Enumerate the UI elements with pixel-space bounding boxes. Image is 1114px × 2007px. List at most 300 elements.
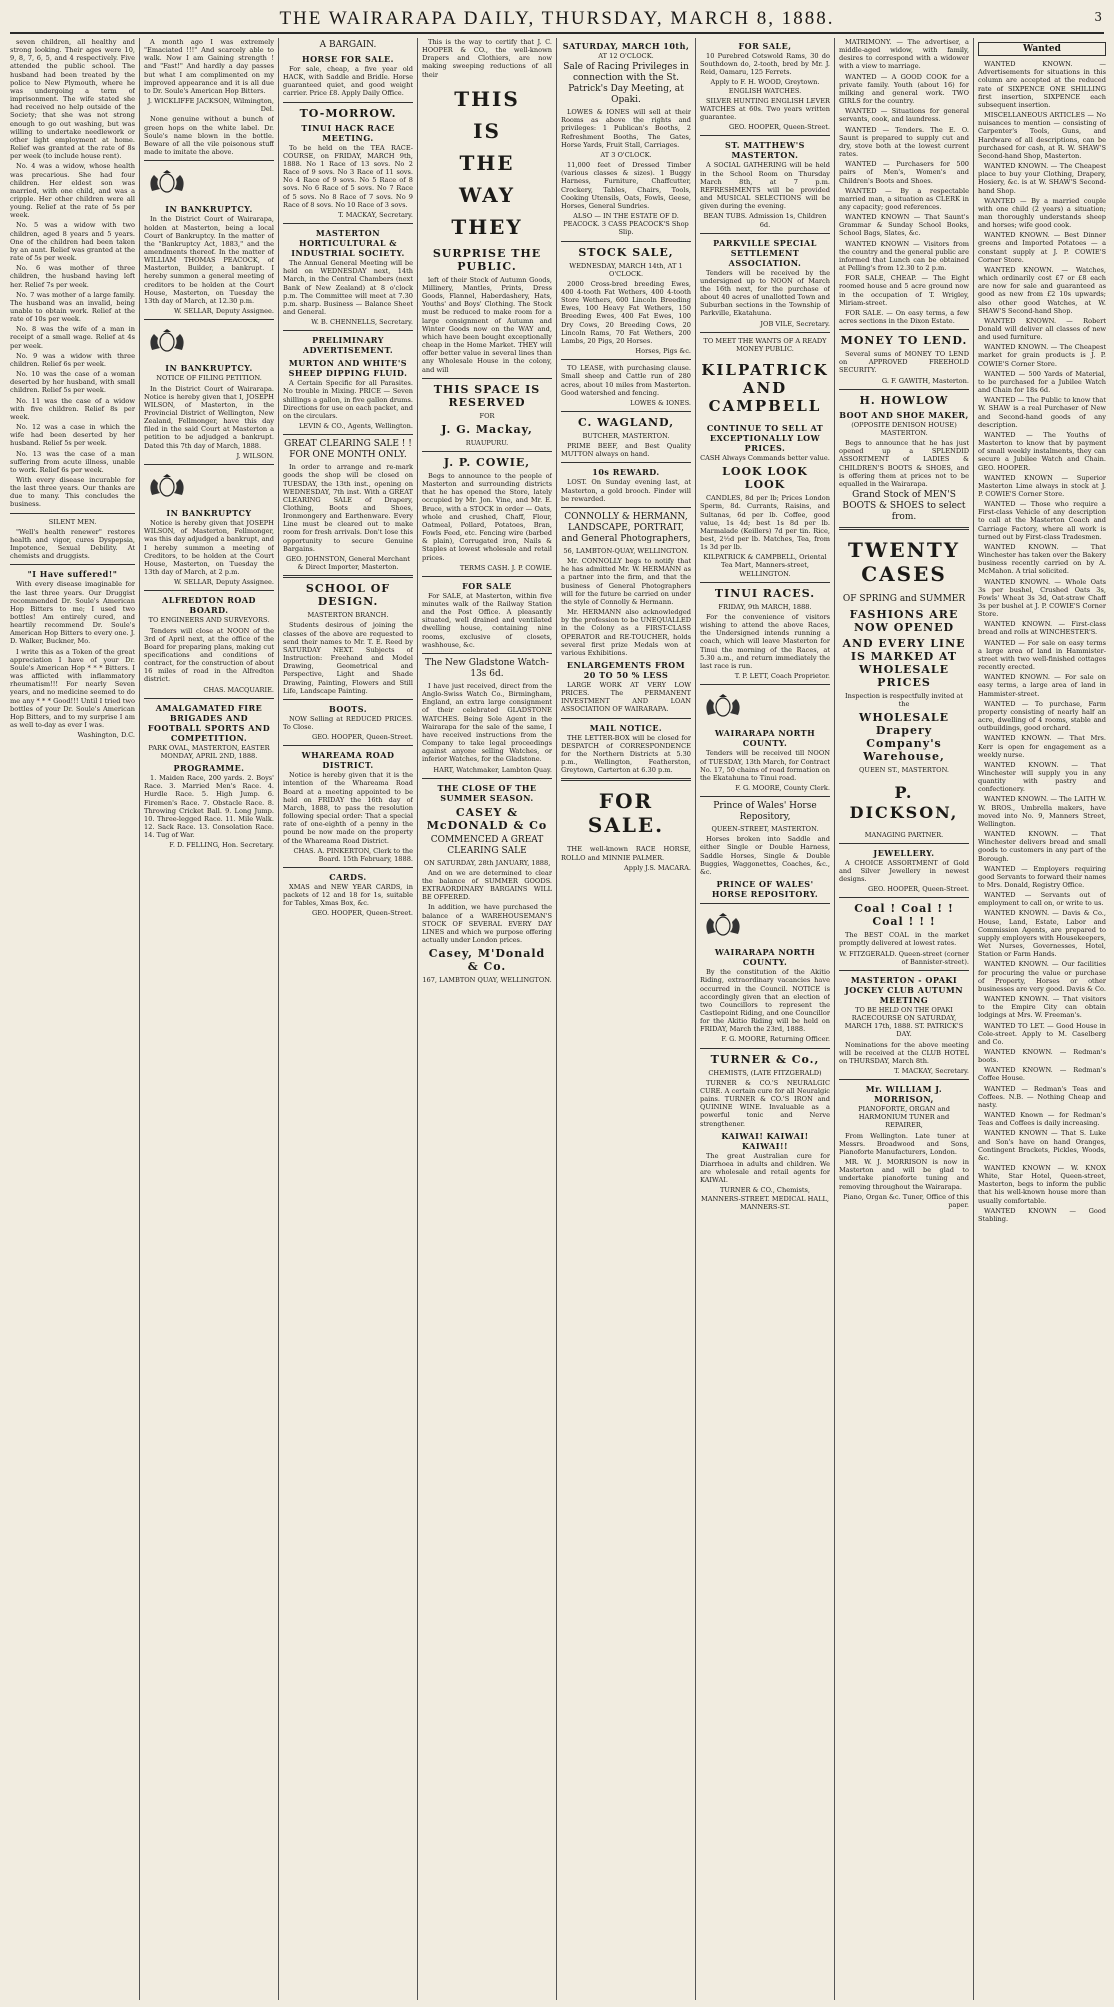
advert-text: Nominations for the above meeting will be received at the CLUB HOTEL on THURSDAY, March 8th. [839,1040,969,1065]
article-text: With every disease incurable for the last three years. Our thanks are due to many. This concludes the business. [10,475,135,509]
advert-signature: F. G. MOORE, County Clerk. [735,783,830,792]
advert-signature: W. FITZGERALD. Queen-street (corner of Bannister-street). [839,949,969,966]
classified-text: WANTED KNOWN — Good Stabling. [978,1206,1106,1223]
classified-text: MISCELLANEOUS ARTICLES — No nuisances to mention — consisting of Carpenter's Tools, Guns, and Hardware of all descriptions, can be purchased for cash, at R. W. SHAW'S Second-hand Shop, Masterton. [978,111,1106,160]
classified-text: WANTED — Tenders. The E. O. Saunt is prepared to supply cut and dry, stove both at the lowest current rates. [839,125,969,159]
advert-signature: F. G. MOORE, Returning Officer. [721,1035,830,1044]
advert-heading: THE CLOSE OF THE SUMMER SEASON. [437,782,537,803]
advert-text: Horses broken into Saddle and either Single or Double Harness, Saddle Horses, Single & Double Buggies, Waggonettes, Coaches, &c., &c. [700,835,830,876]
advert-text: By the constitution of the Akitio Riding, extraordinary vacancies have occurred in the Council. NOTICE is accordingly given that an election of two Councillors to represent the Castlepoint Riding, and one Councillor for the Akitio Riding will be held on FRIDAY, March the 23rd, 1888. [700,968,830,1034]
advert-heading: TINUI HACK RACE MEETING. [301,122,395,143]
advert-subheading: 56, LAMBTON-QUAY, WELLINGTON. [563,546,689,555]
divider [700,903,830,904]
advert-text: "Well's health renewer" restores health and vigor, cures Dyspepsia, Impotence, Sexual Debility. At chemists and druggists. [10,527,135,561]
advert-signature: Apply to F. H. WOOD, Greytown. ENGLISH WATCHES. [710,78,820,95]
divider [561,462,691,463]
divider [839,970,969,971]
advert-heading: THIS SPACE IS RESERVED [433,382,541,409]
advert-text: Mr. CONNOLLY begs to notify that he has admitted Mr. W. HERMANN as a partner into the firm, and that the business of General Photographers will for the future be carried on under the style of Connolly & Hermann. [561,557,691,606]
divider [700,582,830,583]
divider [144,160,274,161]
classified-text: WANTED — By a married couple with one child (2 years) a situation; man thoroughly understands sheep and horses; wife good cook. [978,196,1106,230]
advert-text: To be held on the TEA RACE-COURSE, on FRIDAY, MARCH 9th, 1888. No 1 Race of 13 sovs. No 2 Race of 9 sovs. No 3 Race of 11 sovs. No 4 Race of 9 sovs. No 5 Race of 8 sovs. No 6 Race of 5 sovs. No 7 Race of 5 sovs. No 8 Race of 7 sovs. No 9 Race of 8 sovs. No 10 Race of 3 sovs. [283,143,413,209]
classified-text: WANTED KNOWN — That S. Luke and Son's have on hand Oranges, Contingent Brackets, Pickles, Woods, &c. [978,1129,1106,1162]
divider [561,778,691,781]
advert-heading: ENLARGEMENTS FROM 20 TO 50 % LESS [566,659,686,680]
advert-signature: G. F. GAWITH, Masterton. [881,376,969,385]
advert-heading: BOOTS. [328,703,368,714]
classified-text: WANTED KNOWN. — That Winchester delivers bread and small goods to customers in any part of the Borough. [978,830,1106,863]
divider [422,378,552,379]
column-rule [973,38,974,2000]
advert-heading: ST. MATTHEW'S MASTERTON. [725,140,805,161]
advert-text: I write this as a Token of the great appreciation I have of your Dr. Soule's American Hop * * * Bitters. I was afflicted with inflammatory rheumatism!!! For nearly Seven years, and no medicine seemed to do me any * * * Good!!! Until I tried two bottles of your Dr. Soule's American Hop Bitters, and to my surprise I am as well to-day as ever I was. [10,647,135,730]
programme-heading: PROGRAMME. [173,763,245,774]
advert-signature: LOWES & IONES. [630,398,691,407]
advert-heading: FOR SALE. [587,789,665,838]
classified-text: WANTED — Purchasers for 500 pairs of Men's, Women's and Children's Boots and Shoes. [839,160,969,185]
divider [422,451,552,452]
advert-signature: BEAN TUBS. Admission 1s, Children 6d. [703,212,827,229]
classified-text: WANTED KNOWN. — Davis & Co., House, Land, Estate, Labor and Commission Agents, are prepared to supply employers with Housekeepers, Wet Nurses, Governesses, Hotel, Station or Farm Hands. [978,909,1106,959]
advert-text: Begs to announce that he has just opened up a SPLENDID ASSORTMENT of LADIES & CHILDREN'S BOOTS & SHOES, and is offering them at prices not to be equalled in the Wairarapa. [839,439,969,488]
advert-signature: CHAS. A. PINKERTON, Clerk to the Board. 15th February, 1888. [293,846,413,863]
advert-subheading: MASTERTON BRANCH. [307,611,389,620]
advert-heading: Mr. WILLIAM J. MORRISON, [865,1084,943,1105]
divider [700,135,830,136]
divider [839,389,969,390]
advert-heading: TURNER & Co., [710,1052,820,1066]
classified-text: WANTED KNOWN. — First-class bread and rolls at WINCHESTER'S. [978,620,1106,637]
column-rule [417,38,418,2000]
advert-text: In order to arrange and re-mark goods the shop will be closed on TUESDAY, the 13th inst., opening on WEDNESDAY, 7th inst. With a GREAT CLEARING SALE of Drapery, Clothing, Boots and Shoes, Ironmongery and Earthenware. Every Line must be cleared out to make room for fresh arrivals. Don't lose this opportunity to secure Genuine Bargains. [283,463,413,553]
classified-text: WANTED — The Youths of Masterton to know that by payment of small weekly instalments, they can secure a Jubilee Watch and Chain. GEO. HOOPER. [978,430,1106,472]
display-word: IS [473,118,501,143]
advert-subheading: TO MEET THE WANTS OF A READY MONEY PUBLIC. [703,336,827,353]
advert-heading: C. WAGLAND, [577,416,675,429]
notice-signature: J. WILSON. [236,451,274,460]
advert-subheading: QUEEN ST., MASTERTON. [858,766,950,775]
notice-subheading: PARK OVAL, MASTERTON, EASTER MONDAY, APRIL 2ND, 1888. [148,743,270,760]
advert-signature: KILPATRICK & CAMPBELL, Oriental Tea Mart, Manners-street, WELLINGTON. [703,553,827,578]
notice-signature: W. SELLAR, Deputy Assignee. [174,578,274,587]
advert-heading: "I Have suffered!" [27,569,118,580]
classified-text: FOR SALE. — On easy terms, a few acres sections in the Dixon Estate. [839,308,969,325]
advert-signature: TURNER & CO., Chemists, MANNERS-STREET. MEDICAL HALL, MANNERS-ST. [700,1186,830,1211]
divider [700,684,830,685]
classified-text: WANTED — Servants out of employment to call on, or write to us. [978,891,1106,908]
classified-text: WANTED KNOWN. — Advertisements for situations in this column are accepted at the reduced rate of SIXPENCE ONE SHILLING first insertion, SIXPENCE each subsequent insertion. [978,60,1106,109]
article-text: No. 7 was mother of a large family. The husband was an invalid, being unable to obtain work. Relief at the rate of 10s per week. [10,290,135,324]
notice-heading: AMALGAMATED FIRE BRIGADES AND FOOTBALL SPORTS AND COMPETITION. [147,702,271,743]
advert-signature: HART, Watchmaker, Lambton Quay. [433,765,552,774]
classified-text: WANTED KNOWN. — The Cheapest market for grain products is J. P. COWIE'S Corner Store. [978,343,1106,368]
advert-subheading: COMMENCED A GREAT CLEARING SALE [430,834,544,856]
advert-subheading: CHEMISTS, (LATE FITZGERALD) [708,1068,822,1077]
divider [283,867,413,868]
divider [700,796,830,797]
classified-text: WANTED KNOWN — W. KNOX White, Star Hotel, Queen-street, Masterton, begs to inform the public that his well-known house more than usually comfortable. [978,1164,1106,1205]
advert-signature: Horses, Pigs &c. [635,347,691,356]
advert-text: Tenders will be received till NOON of TUESDAY, 13th March, for Contract No. 17, 50 chains of road formation on the Ekatahuna to Tinui road. [700,749,830,782]
divider [561,718,691,719]
advert-text: TURNER & CO.'S NEURALGIC CURE. A certain cure for all Neuralgic pains. TURNER & CO.'S IRON and QUININE WINE. Invaluable as a powerful tonic and Nerve strengthener. [700,1078,830,1128]
classified-text: WANTED — A GOOD COOK for a private family. Youth (about 16) for milking and general work. TWO GIRLS for the country. [839,72,969,106]
advert-heading: LOOK LOOK LOOK [722,465,808,492]
royal-crest-icon [144,328,190,354]
advert-subheading: OF SPRING and SUMMER [842,594,966,605]
notice-heading: IN BANKRUPTCY. [165,363,253,374]
advert-text: CASH Always Commands better value. [700,454,830,463]
classified-text: WANTED KNOWN. — That Winchester will supply you in any quantity with pastry and confectionery. [978,760,1106,794]
advert-heading: FASHIONS ARE NOW OPENED [849,608,959,635]
advert-text: From Wellington. Late tuner at Messrs. Broadwood and Sons, Pianoforte Manufacturers, London. [839,1131,969,1156]
royal-crest-icon [700,912,746,938]
classified-text: WANTED — Employers requiring good Servants to forward their names to Mrs. Donald, Registry Office. [978,864,1106,889]
advert-subheading: TO BE HELD ON THE OPAKI RACECOURSE ON SATURDAY, MARCH 17th, 1888. ST. PATRICK'S DAY. [844,1005,964,1039]
advert-heading: Coal ! Coal ! ! Coal ! ! ! [854,902,954,929]
classified-text: WANTED Known — for Redman's Teas and Coffees is daily increasing. [978,1111,1106,1128]
divider [839,843,969,844]
royal-crest-icon [144,473,190,499]
advert-heading: FOR SALE, [738,41,792,51]
advert-signature: Apply J.S. MACARA. [624,863,691,872]
classified-text: WANTED — The Public to know that W. SHAW is a real Purchaser of New and Second-hand goods of any description. [978,396,1106,429]
notice-signature: W. SELLAR, Deputy Assignee. [174,307,274,316]
classified-text: WANTED KNOWN. — The Cheapest place to buy your Clothing, Drapery, Hosiery, &c. is at W. SHAW'S Second-hand Shop. [978,162,1106,195]
advert-text: LOWES & IONES will sell at their Rooms as above the rights and privileges: 1 Publican's Booths, 2 Refreshment Booths, The Gates, Horse Yards, Fruit Stall, Carriages. [561,108,691,149]
advert-text: 2000 Cross-bred breeding Ewes, 400 4-tooth Fat Wethers, 400 4-tooth Store Wethers, 600 Lincoln Breeding Ewes, 100 Heavy Fat Wethers, 150 Breeding Ewes, 400 Fat Ewes, 100 Dry Cows, 20 Breeding Cows, 20 Lincoln Rams, 70 Fat Wethers, 200 Lambs, 20 Pigs, 20 Horses. [561,279,691,345]
advert-signature: LEVIN & CO., Agents, Wellington. [299,422,413,431]
notice-subheading: TO ENGINEERS AND SURVEYORS. [148,616,270,625]
royal-crest-icon [700,693,746,719]
advert-heading: FOR SALE [462,580,512,591]
advert-heading: MAIL NOTICE. [589,722,663,733]
divider [283,223,413,224]
divider [422,653,552,654]
advert-text: This is the way to certify that J. C. HOOPER & CO., the well-known Drapers and Clothiers, are now making sweeping reductions of all their [422,38,552,79]
notice-heading: IN BANKRUPTCY. [165,204,253,215]
advert-heading: CASEY & McDONALD & Co [426,805,548,832]
advert-heading: WAIRARAPA NORTH COUNTY. [714,728,816,749]
divider [561,411,691,412]
classified-text: WANTED KNOWN. — Redman's boots. [978,1047,1106,1065]
article-text: No. 9 was a widow with three children. Relief 6s per week. [10,351,135,368]
advert-heading: JEWELLERY. [873,847,935,858]
advert-text: LARGE WORK AT VERY LOW PRICES. The PERMANENT INVESTMENT AND LOAN ASSOCIATION OF WAIRARAPA. [561,680,691,714]
advert-heading: MONEY TO LEND. [840,334,968,348]
advert-text: And on we are determined to clear the balance of SUMMER GOODS. EXTRAORDINARY BARGAINS WILL BE OFFERED. [422,868,552,902]
advert-signature: JOB VILE, Secretary. [760,319,830,328]
advert-heading: WHAREAMA ROAD DISTRICT. [301,750,395,771]
classified-text: WANTED KNOWN — Superior Masterton Lime always in stock at J. P. COWIE'S Corner Store. [978,473,1106,498]
notice-subheading: NOTICE OF FILING PETITION. [156,374,262,383]
advert-subheading: PIANOFORTE, ORGAN and HARMONIUM TUNER and REPAIRER, [858,1105,950,1130]
advert-heading: CARDS. [329,872,367,882]
royal-crest-icon [144,169,190,195]
programme-text: 1. Maiden Race, 200 yards. 2. Boys' Race. 3. Married Men's Race. 4. Hurdle Race. 5. High Jump. 6. Firemen's Race. 7. Obstacle Race. 8. Throwing Cricket Ball. 9. Long Jump. 10. Three-legged Race. 11. Mile Walk. 12. Sack Race. 13. Consolation Race. 14. Tug of War. [144,774,274,840]
advert-signature: T. P. LETT, Coach Proprietor. [734,672,830,681]
divider [700,332,830,333]
advert-signature: GEO. HOOPER, Queen-Street. [867,885,969,894]
advert-signature: Washington, D.C. [77,731,135,740]
article-text: No. 4 was a widow, whose health was precarious. She had four children. Her eldest son was married, with one child, and was a cripple. Her other children were all young. Relief at the rate of 5s per week. [10,162,135,220]
classified-text: WANTED — Those who require a First-class Vehicle of any description to call at the Masterton Coach and Carriage Factory, where all work is turned out by First-class Tradesmen. [978,500,1106,541]
advert-heading: CONNOLLY & HERMANN, LANDSCAPE, PORTRAIT, and General Photographers, [561,511,691,544]
divider [144,319,274,320]
advert-heading: SILENT MEN. [48,517,97,526]
advert-heading: MASTERTON HORTICULTURAL & INDUSTRIAL SOCIETY. [291,228,405,259]
advert-heading: WHOLESALE Drapery Company's Warehouse, [858,711,950,764]
advert-signature: GEO. JOHNSTON, General Merchant & Direct Importer, Masterton. [286,554,410,572]
masthead-title: THE WAIRARAPA DAILY, THURSDAY, MARCH 8, 1888. [279,8,835,29]
notice-text: In the District Court of Wairarapa. Notice is hereby given that I, JOSEPH WILSON, of Masterton, in the Provincial District of Wellington, New Zealand, Fellmonger, have this day filed in the said Court at Masterton a petition to be adjudged a bankrupt. Dated this 7th day of March, 1888. [144,384,274,450]
advert-heading: H. HOWLOW [859,393,949,407]
advert-text: Mr. HERMANN also acknowledged by the profession to be UNEQUALLED in the Colony as a FIRST-CLASS OPERATOR and RE-TOUCHER, holds several first prize Medals won at various Exhibitions. [561,608,691,657]
advert-heading: PARKVILLE SPECIAL SETTLEMENT ASSOCIATION. [713,237,817,268]
advert-signature: J. WICKLIFFE JACKSON, Wilmington, Del. [147,97,274,114]
masthead [0,0,1114,34]
advert-text: left of their Stock of Autumn Goods, Millinery, Mantles, Prints, Dress Goods, Flannel, Haberdashery, Hats, Youths' and Boys' Clothing. The Stock must be reduced to make room for a large consignment of Autumn and Winter Goods now on the WAY and, which have been bought exceptionally cheap in the Home Market. THEY will offer better value in several lines than any Wholesale House in the colony, and will [422,275,552,374]
advert-heading: Grand Stock of MEN'S BOOTS & SHOES to select from. [842,490,966,523]
divider [144,590,274,591]
notice-signature: F. D. FELLING, Hon. Secretary. [169,841,274,850]
advert-text: A Certain Specific for all Parasites. No trouble in Mixing. PRICE — Seven shillings a gallon, in five gallon drums. Directions for use on each packet, and on the circulars. [283,379,413,420]
divider [839,897,969,898]
advert-heading: The New Gladstone Watch-13s 6d. [425,657,549,679]
divider [283,745,413,746]
advert-subheading: WEDNESDAY, MARCH 14th, AT 1 O'CLOCK. [569,261,683,278]
column-4 [422,38,552,2000]
column-2 [144,38,274,2000]
divider [10,513,135,514]
masthead-rule [10,32,1104,34]
column-7 [839,38,969,2000]
advert-text: For the convenience of visitors wishing to attend the above Races, the Undersigned intends running a coach, which will leave Masterton for Tinui the morning of the Races, at 5.30 a.m., and return immediately the last race is run. [700,612,830,670]
advert-text: A SOCIAL GATHERING will be held in the School Room on Thursday March 8th, at 7 p.m. REFRESHMENTS will be provided and MUSICAL SELECTIONS will be given during the evening. [700,161,830,211]
advert-heading: AND EVERY LINE IS MARKED AT WHOLESALE PRICES [842,637,966,690]
divider [283,102,413,103]
advert-heading: SATURDAY, MARCH 10th, [562,41,690,51]
advert-heading: J. G. Mackay, [441,422,533,436]
notice-heading: IN BANKRUPTCY [166,508,252,519]
article-text: No. 12 was a case in which the wife had been deserted by her husband. Relief 5s per week. [10,423,135,448]
advert-heading: TINUI RACES. [714,586,816,600]
column-5 [561,38,691,2000]
advert-subheading: MANAGING PARTNER. [864,830,944,839]
advert-text: For SALE, at Masterton, within five minutes walk of the Railway Station and the Post Office. A pleasantly situated, well drained and ventilated dwelling house, containing nine rooms, exclusive of closets, washhouse, &c. [422,591,552,649]
advert-heading: MURTON AND WHITE'S SHEEP DIPPING FLUID. [288,358,408,379]
advert-text: ALSO — IN THE ESTATE OF D. PEACOCK. 3 CASS PEACOCK'S Shop Slip. [563,212,689,237]
classified-text: WANTED KNOWN. — The LAITH W. W. BROS., Umbrella makers, have moved into No. 9, Manners Street, Wellington. [978,795,1106,828]
advert-text: SILVER HUNTING ENGLISH LEVER WATCHES at 60s. Two years written guarantee. [700,96,830,122]
advert-text: FOR [479,411,495,420]
divider [144,464,274,465]
advert-text: NOW Selling at REDUCED PRICES. To Close. [283,714,413,731]
section-heading: Wanted [978,42,1106,56]
advert-subheading: CONTINUE TO SELL AT EXCEPTIONALLY LOW PRICES. [706,423,824,454]
advert-subheading: BUTCHER, MASTERTON. [582,432,670,440]
advert-signature: GEO. HOOPER, Queen-Street. [728,123,830,132]
divider [283,434,413,435]
advert-signature: T. MACKAY, Secretary. [894,1067,969,1075]
classified-text: WANTED — Situations for general servants, cook, and laundress. [839,107,969,124]
advert-text: Several sums of MONEY TO LEND on APPROVED FREEHOLD SECURITY. [839,350,969,375]
column-rule [834,38,835,2000]
column-3 [283,38,413,2000]
advert-text: LOST. On Sunday evening last, at Masterton, a gold brooch. Finder will be rewarded. [561,478,691,503]
classified-text: WANTED KNOWN. — Whole Oats 3s per bushel, Crushed Oats 3s, Fowls' Wheat 3s 3d, Oat-straw Chaff 3s per bushel at J. P. COWIE'S Corner Store. [978,577,1106,619]
advert-text: RUAUPURU. [465,438,509,447]
advert-text: A CHOICE ASSORTMENT of Gold and Silver Jewellery in newest designs. [839,858,969,883]
advert-text: Inspection is respectfully invited at the [845,692,963,709]
column-rule [695,38,696,2000]
advert-subheading: (OPPOSITE DENISON HOUSE) MASTERTON. [851,420,957,437]
article-text: seven children, all healthy and strong looking. Their ages were 10, 9, 8, 7, 6, 5, and 4 respectively. Five attended the public school. The husband had been treated by the police to New Plymouth, where he was undergoing a term of imprisonment. The wife stated she had received no help outside of the Society; that she was not strong enough to go out washing, but was willing to undertake needlework or other light employment at home. Relief was granted at the rate of 8s per week (to include house rent). [10,38,135,161]
article-text: No. 8 was the wife of a man in receipt of a small wage. Relief at 4s per week. [10,325,135,350]
column-1 [10,38,135,2000]
advert-heading: TWENTY CASES [847,538,961,587]
advert-subheading: AT 3 O'CLOCK. [600,150,652,159]
advert-subheading: FRIDAY, 9th MARCH, 1888. [718,602,812,611]
classified-text: WANTED KNOWN. — Best Dinner greens and Imported Potatoes — a constant supply at J. P. COWIE'S Corner Store. [978,231,1106,264]
column-6 [700,38,830,2000]
classified-text: WANTED KNOWN. — That Mrs. Kerr is open for engagement as a weekly nurse. [978,734,1106,759]
advert-text: CANDLES, 8d per lb; Prices London Sperm, 8d. Currants, Raisins, and Sultanas, 6d per lb. Coffee, good value, 1s 4d; best 1s 8d per lb. Marmalade (Keillers) 7d per tin. Rice, best, 2½d per lb. Matches, Tea, from 1s 3d per lb. [700,494,830,552]
display-word: THEY [451,214,523,239]
advert-text: XMAS and NEW YEAR CARDS, in packets of 12 and 18 for 1s, suitable for Tables, Xmas Box, &c. [283,883,413,908]
classified-text: WANTED KNOWN. — That Winchester has taken over the Bakery business recently carried on by A. McMahon. A trial solicited. [978,542,1106,576]
advert-heading: WAIRARAPA NORTH COUNTY. [714,947,816,968]
advert-text: 10 Purebred Cotswold Rams, 30 do Southdown do, 2-tooth, bred by Mr. J. Reid, Oamaru, 125 Ferrets. [700,52,830,77]
advert-text: Notice is hereby given that it is the intention of the Whareama Road Board at a meeting appointed to be held on FRIDAY the 16th day of March, 1888, to pass the resolution following special order: That a special rate of one-eighth of a penny in the pound be now made on the property of the Whareama Road District. [283,771,413,845]
divider [144,698,274,699]
advert-text: A month ago I was extremely "Emaciated !!!" And scarcely able to walk. Now I am Gaining strength ! and "Fast!" And hardly a day passes but what I am complimented on my improved appearance and it is all due to Dr. Soule's American Hop Bitters. [144,38,274,95]
advert-signature: PRINCE OF WALES' HORSE REPOSITORY. [711,879,819,900]
advert-text: PRIME BEEF, and Best Quality MUTTON always on hand. [561,442,691,459]
advert-signature: Casey, M'Donald & Co. [428,947,546,974]
advert-heading: GREAT CLEARING SALE ! ! FOR ONE MONTH ONLY. [284,439,412,461]
advert-subheading: QUEEN-STREET, MASTERTON. [711,825,819,834]
display-word: THIS [454,86,520,111]
notice-text: Notice is hereby given that JOSEPH WILSON, of Masterton, Fellmonger, was this day adjudged a bankrupt, and I hereby summon a meeting of Creditors, to be holden at the Court House, Masterton, on Tuesday the 13th day of March, at 2 p.m. [144,519,274,577]
divider [283,330,413,331]
advert-heading: KAIWAI! KAIWAI! KAIWAI!! [721,1130,809,1151]
advert-address: 167, LAMBTON QUAY, WELLINGTON. [422,976,552,985]
page-number: 3 [1094,10,1102,24]
divider [283,575,413,578]
advert-heading: Sale of Racing Privileges in connection with the St. Patrick's Day Meeting, at Opaki. [563,62,689,106]
advert-text: THE well-known RACE HORSE, ROLLO and MINNIE PALMER. [561,845,691,862]
display-word: SURPRISE THE PUBLIC. [432,246,542,273]
advert-text: ON SATURDAY, 28th JANUARY, 1888, [423,858,551,867]
column-8 [978,38,1106,2000]
advert-text: Tenders will be received by the undersigned up to NOON of March the 16th next, for the purchase of about 40 acres of unallotted Town and Suburban sections in the Township of Parkville, Ekatahuna. [700,268,830,318]
advert-signature: TERMS CASH. J. P. COWIE. [459,563,552,572]
advert-heading: TO-MORROW. [299,106,397,120]
divider [422,778,552,779]
advert-text: None genuine without a bunch of green hops on the white label. Dr. Soule's name blown in the bottle. Beware of all the vile poisonous stuff made to imitate the above. [144,115,274,157]
advert-heading: A BARGAIN. [319,40,377,50]
advert-subheading: AT 12 O'CLOCK. [598,52,654,60]
advert-text: Begs to announce to the people of Masterton and surrounding districts that he has opened the Store, lately occupied by Mr. Jon. Vine, and Mr. E. Bruce, with a STOCK in order — Oats, whole and crushed, Chaff, Flour, Oatmeal, Pollard, Potatoes, Bran, Fowls Feed, etc. Fencing wire (barbed & plain), Corrugated iron, Nails & Staples at lowest wholesale and retail prices. [422,471,552,562]
notice-signature: CHAS. MACQUARIE. [203,685,274,694]
classified-text: WANTED KNOWN. — Our facilities for procuring the value or purchase of Property, Horses or other businesses are very good. Davis & Co. [978,960,1106,993]
advert-signature: Piano, Organ &c. Tuner, Office of this paper. [843,1192,969,1209]
classified-text: FOR SALE, CHEAP. — The Eight roomed house and 5 acre ground now in the occupation of T. Wrigley, Miriam-street. [839,274,969,307]
classified-text: WANTED KNOWN. — Redman's Coffee House. [978,1066,1106,1083]
divider [839,1079,969,1080]
column-rule [556,38,557,2000]
advert-text: For sale, cheap, a five year old HACK, with Saddle and Bridle. Horse guaranteed quiet, and good weight carrier. Price £8. Apply Daily Office. [283,65,413,98]
divider [561,241,691,242]
article-text: No. 11 was the case of a widow with five children. Relief 8s per week. [10,396,135,421]
advert-text: MR. W. J. MORRISON is now in Masterton and will be glad to undertake pianoforte tuning and removing throughout the Wairarapa. [839,1158,969,1191]
divider [422,576,552,577]
divider [700,1048,830,1049]
divider [561,359,691,360]
advert-heading: STOCK SALE, [578,245,674,259]
advert-signature: GEO. HOOPER, Queen-Street. [311,909,413,918]
classified-text: WANTED KNOWN — Visitors from the country and the general public are informed that Lunch can be obtained at Pelling's from 12.30 to 2 p.m. [839,239,969,273]
classified-text: WANTED KNOWN. — For sale on easy terms, a large area of land in Hammister-street. [978,673,1106,698]
notice-heading: ALFREDTON ROAD BOARD. [162,595,256,616]
classified-text: WANTED — For sale on easy terms a large area of land in Hammister-street with two well-finished cottages recently erected. [978,638,1106,672]
advert-heading: J. P. COWIE, [443,455,531,469]
advert-signature: GEO. HOOPER, Queen-Street. [311,733,413,742]
display-word: WAY [459,182,515,207]
advert-text: TO LEASE, with purchasing clause. Small sheep and Cattle run of 280 acres, about 10 miles from Masterton. Good watershed and fencing. [561,364,691,397]
article-text: No. 13 was the case of a man suffering from acute illness, unable to work. Relief 6s per week. [10,449,135,474]
classified-text: WANTED — Redman's Teas and Coffees. N.B. — Nothing Cheap and nasty. [978,1084,1106,1109]
article-text: No. 10 was the case of a woman deserted by her husband, with small children. Relief 5s per week. [10,370,135,395]
advert-text: Students desirous of joining the classes of the above are requested to send their names to Mr. T. E. Reed by SATURDAY NEXT. Subjects of Instruction: Freehand and Model Drawing, Geometrical and Perspective, Light and Shade Drawing, Painting, Flowers and Still Life, Landscape Painting. [283,621,413,695]
classified-text: WANTED TO LET. — Good House in Cole-street. Apply to M. Caselberg and Co. [978,1021,1106,1046]
advert-heading: Prince of Wales' Horse Repository, [713,801,817,823]
divider [839,527,969,530]
notice-text: Tenders will close at NOON of the 3rd of April next, at the office of the Board for preparing plans, making cut specifications and conditions of contract, for the construction of about 16 miles of road in the Alfredton district. [144,626,274,684]
classified-text: WANTED — By a respectable married man, a situation as CLERK in any capacity; good references. [839,186,969,211]
advert-text: The BEST COAL in the market promptly delivered at lowest rates. [839,931,969,948]
article-text: No. 6 was mother of three children, the husband having left her. Relief 7s per week. [10,264,135,289]
advert-heading: P. DICKSON, [849,782,959,822]
advert-heading: SCHOOL OF DESIGN. [305,582,391,609]
divider [283,699,413,700]
advert-heading: KILPATRICK AND CAMPBELL [701,361,829,416]
classified-text: WANTED KNOWN. — Watches, which ordinarily cost £7 or £8 each are now for sale and guaranteed as good as new from £2 10s upwards; also other good Watches, at W. SHAW'S Second-hand Shop. [978,265,1106,315]
advert-heading: MASTERTON - OPAKI JOCKEY CLUB AUTUMN MEETING [844,974,964,1005]
divider [561,507,691,508]
classified-text: WANTED — To purchase, Farm property consisting of nearly half an acre, dwelling of 4 rooms, stable and outbuildings, good orchard. [978,699,1106,733]
divider [10,564,135,565]
advert-heading: PRELIMINARY ADVERTISEMENT. [302,335,394,356]
advert-text: The great Australian cure for Diarrhoea in adults and children. We are wholesale and retail agents for KAIWAI. [700,1151,830,1185]
classified-text: WANTED KNOWN — That Saunt's Grammar & Sunday School Books, School Bags, Slates, &c. [839,213,969,238]
divider [839,329,969,330]
advert-text: In addition, we have purchased the balance of a WAREHOUSEMAN'S STOCK OF SEVERAL EVERY DAY LINES and which we purpose offering actually under London prices. [422,903,552,945]
advert-text: With every disease imaginable for the last three years. Our Druggist recommended Dr. Soule's American Hop Bitters to me; I used two bottles! Am entirely cured, and heartily recommend Dr. Soule's American Hop Bitters to every one. J. D. Walker, Buckner, Mo. [10,580,135,646]
article-text: No. 5 was a widow with two children, aged 8 years and 5 years. One of the children had been taken by an aunt. Relief was granted at the rate of 5s per week. [10,221,135,263]
column-rule [139,38,140,2000]
advert-subheading: BOOT AND SHOE MAKER, [839,409,969,420]
advert-heading: HORSE FOR SALE. [302,54,394,64]
advert-text: The Annual General Meeting will be held on WEDNESDAY next, 14th March, in the Central Chambers (next Bank of New Zealand) at 8 o'clock p.m. The Committee will meet at 7.30 p.m. sharp. Business — Balance Sheet and General. [283,259,413,316]
classified-text: MATRIMONY. — The advertiser, a middle-aged widow, with family, desires to correspond with a widower with a view to marriage. [839,38,969,71]
advert-signature: T. MACKAY, Secretary. [338,210,413,219]
display-word: THE [459,150,515,175]
notice-text: In the District Court of Wairarapa, holden at Masterton, being a local Court of Bankruptcy. In the matter of the "Bankruptcy Act, 1883," and the amendments thereof. In the matter of WILLIAM THOMAS PEACOCK, of Masterton, Builder, a bankrupt. I hereby summon a general meeting of creditors to be holden at the Court House, Masterton, on Tuesday the 13th day of March, at 12.30 p.m. [144,215,274,305]
advert-text: 11,000 feet of Dressed Timber (various classes & sizes). 1 Buggy Harness, Furniture, Chaffcutter, Crockery, Tables, Chairs, Tools, Cooking Utensils, Oats, Fowls, Geese, Horses, General Sundries. [561,161,691,210]
